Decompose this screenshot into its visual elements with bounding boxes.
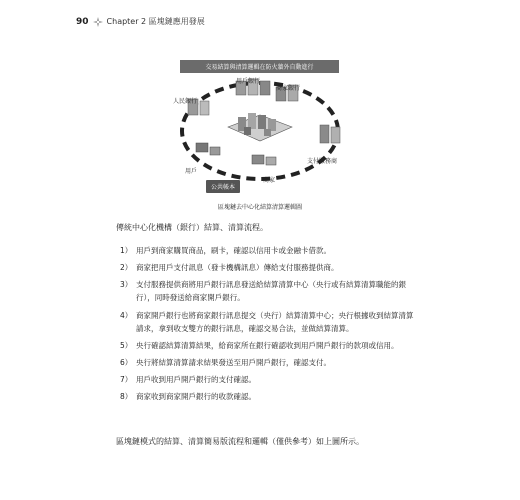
running-header xyxy=(76,16,205,27)
closing-paragraph: 區塊鏈模式的結算、清算簡易版流程和邏輯（僅供參考）如上圖所示。 xyxy=(116,437,364,446)
chapter-title: Chapter 2 區塊鏈應用發展 xyxy=(106,17,205,26)
list-item: 4） 商家開戶銀行也將商家銀行訊息提交（央行）結算清算中心；央行根據收到結算清算請求，拿到收支雙方的銀行訊息，確認交易合法，並做結算清算。 xyxy=(120,310,414,333)
label-user-bank: 用戶銀行 xyxy=(236,78,261,85)
list-item: 2） 商家把用戶支付訊息（發卡機構訊息）傳給支付服務提供商。 xyxy=(120,263,339,273)
list-item: 6） 央行將結算清算請求結果發送至用戶開戶銀行，確認支付。 xyxy=(120,357,331,367)
list-item: 7） 用戶收到用戶開戶銀行的支付確認。 xyxy=(120,375,256,385)
label-payment-provider: 支付服務商 xyxy=(307,158,338,165)
central-server-cluster-icon xyxy=(228,113,292,141)
list-item: 5） 央行確認結算清算結果，給商家所在銀行確認收到用戶開戶銀行的款項或信用。 xyxy=(120,340,399,350)
figure-banner: 交易結算與清算邏輯在防火牆外自動進行 xyxy=(180,60,339,73)
list-item: 1） 用戶到商家購買商品，刷卡，確認以信用卡或金融卡借款。 xyxy=(120,246,331,255)
intro-paragraph: 傳統中心化機構（銀行）結算、清算流程。 xyxy=(116,223,268,232)
label-central-bank: 人民銀行 xyxy=(173,98,198,105)
public-ledger-tag: 公共帳本 xyxy=(206,180,240,193)
label-merchant-bank: 商家銀行 xyxy=(276,85,301,92)
user-terminal-icon xyxy=(196,143,220,155)
list-item: 8） 商家收到商家開戶銀行的收款確認。 xyxy=(120,392,256,402)
label-merchant: 商家 xyxy=(263,177,276,184)
figure-caption: 區塊鏈去中心化結算清算邏輯圖 xyxy=(217,204,302,211)
merchant-terminal-icon xyxy=(252,155,276,165)
page-number: 90 xyxy=(76,16,89,27)
compass-star-icon xyxy=(93,17,103,27)
label-user: 用戶 xyxy=(185,168,198,175)
list-item: 3） 支付服務提供商將用戶銀行訊息發送給結算清算中心（央行或有結算清算職能的銀行），同時發送給商家開戶銀行。 xyxy=(120,280,406,303)
process-steps-list xyxy=(120,244,420,408)
payment-provider-server-icon xyxy=(320,125,340,143)
